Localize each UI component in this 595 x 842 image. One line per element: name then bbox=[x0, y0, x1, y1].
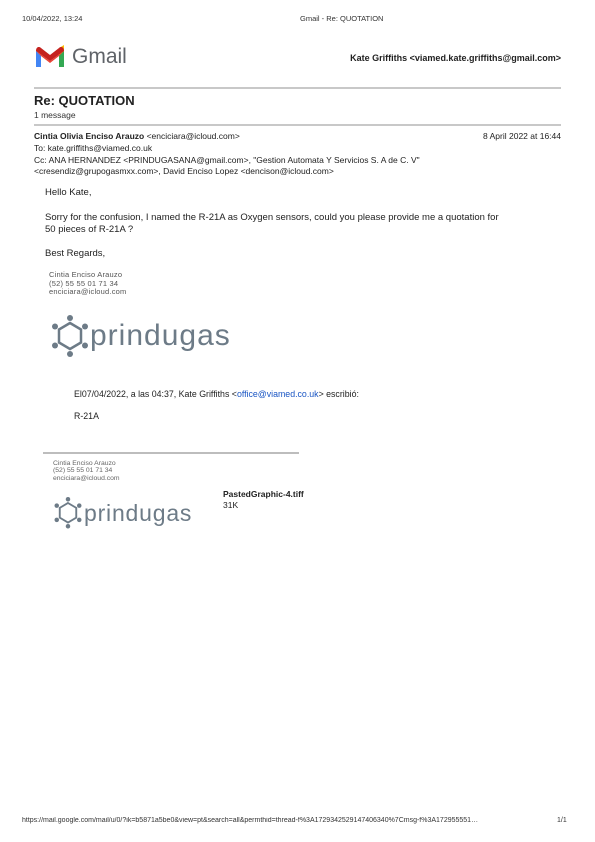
signature-name: Cintia Enciso Arauzo bbox=[49, 270, 123, 279]
attachment-size: 31K bbox=[223, 500, 239, 510]
header-divider bbox=[34, 87, 561, 89]
gmail-wordmark: Gmail bbox=[72, 45, 127, 68]
signature-phone: (52) 55 55 01 71 34 bbox=[49, 278, 119, 288]
office-email-link[interactable]: office@viamed.co.uk bbox=[236, 389, 319, 399]
to-line: To: kate.griffiths@viamed.co.uk bbox=[34, 143, 153, 153]
signature-email: enciciara@icloud.com bbox=[49, 287, 127, 296]
subject-divider bbox=[34, 124, 561, 126]
greeting: Hello Kate, bbox=[45, 187, 92, 198]
signature-block-2 bbox=[53, 460, 120, 482]
message-count: 1 message bbox=[34, 110, 76, 120]
account-label: Kate Griffiths <viamed.kate.griffiths@gmail.com> bbox=[350, 53, 561, 63]
prindugas-logo-2 bbox=[53, 496, 83, 536]
attachment-filename[interactable]: PastedGraphic-4.tiff bbox=[223, 489, 304, 499]
closing: Best Regards, bbox=[45, 248, 106, 259]
signature-block bbox=[49, 271, 126, 297]
signature2-phone: (52) 55 55 01 71 34 bbox=[53, 467, 113, 475]
print-datetime: 10/04/2022, 13:24 bbox=[22, 14, 83, 23]
body-line-1: Sorry for the confusion, I named the R-21A as Oxygen sensors, could you please provide me a quotation for bbox=[45, 212, 499, 223]
quoted-text: R-21A bbox=[74, 411, 99, 421]
gmail-logo[interactable] bbox=[34, 45, 66, 74]
email-subject: Re: QUOTATION bbox=[34, 93, 135, 108]
prindugas-logo bbox=[50, 314, 90, 365]
sender-name: Cintia Olivia Enciso Arauzo bbox=[34, 131, 145, 141]
quoted-intro-prefix: El07/04/2022, a las 04:37, Kate Griffiths < bbox=[74, 389, 237, 399]
prindugas-wordmark-2: prindugas bbox=[84, 500, 193, 526]
cc-line-1: Cc: ANA HERNANDEZ <PRINDUGASANA@gmail.com>, "Gestion Automata Y Servicios S. A de C. V" bbox=[34, 155, 420, 165]
prindugas-hex-icon bbox=[53, 496, 83, 531]
body-line-2: 50 pieces of R-21A ? bbox=[45, 224, 134, 235]
footer-page: 1/1 bbox=[557, 817, 567, 824]
quoted-intro-suffix: > escribió: bbox=[318, 389, 359, 399]
signature2-name: Cintia Enciso Arauzo bbox=[53, 460, 116, 467]
prindugas-hex-icon bbox=[50, 314, 90, 360]
signature2-email: enciciara@icloud.com bbox=[53, 474, 120, 482]
sender-email: <enciciara@icloud.com> bbox=[146, 131, 240, 141]
cc-line-2: <cresendiz@grupogasmxx.com>, David Enciso Lopez <dencison@icloud.com> bbox=[34, 166, 334, 176]
message-date: 8 April 2022 at 16:44 bbox=[483, 131, 561, 141]
signature-divider bbox=[43, 452, 299, 454]
quoted-intro bbox=[74, 389, 359, 399]
gmail-m-icon bbox=[34, 45, 66, 69]
prindugas-wordmark: prindugas bbox=[90, 319, 231, 352]
print-title: Gmail - Re: QUOTATION bbox=[300, 14, 384, 23]
sender bbox=[34, 131, 240, 141]
footer-url: https://mail.google.com/mail/u/0/?ik=b5871a5be0&view=pt&search=all&permthid=thread-f%3A1729342529147406340%7Cmsg-f%3A172955551… bbox=[22, 817, 479, 824]
